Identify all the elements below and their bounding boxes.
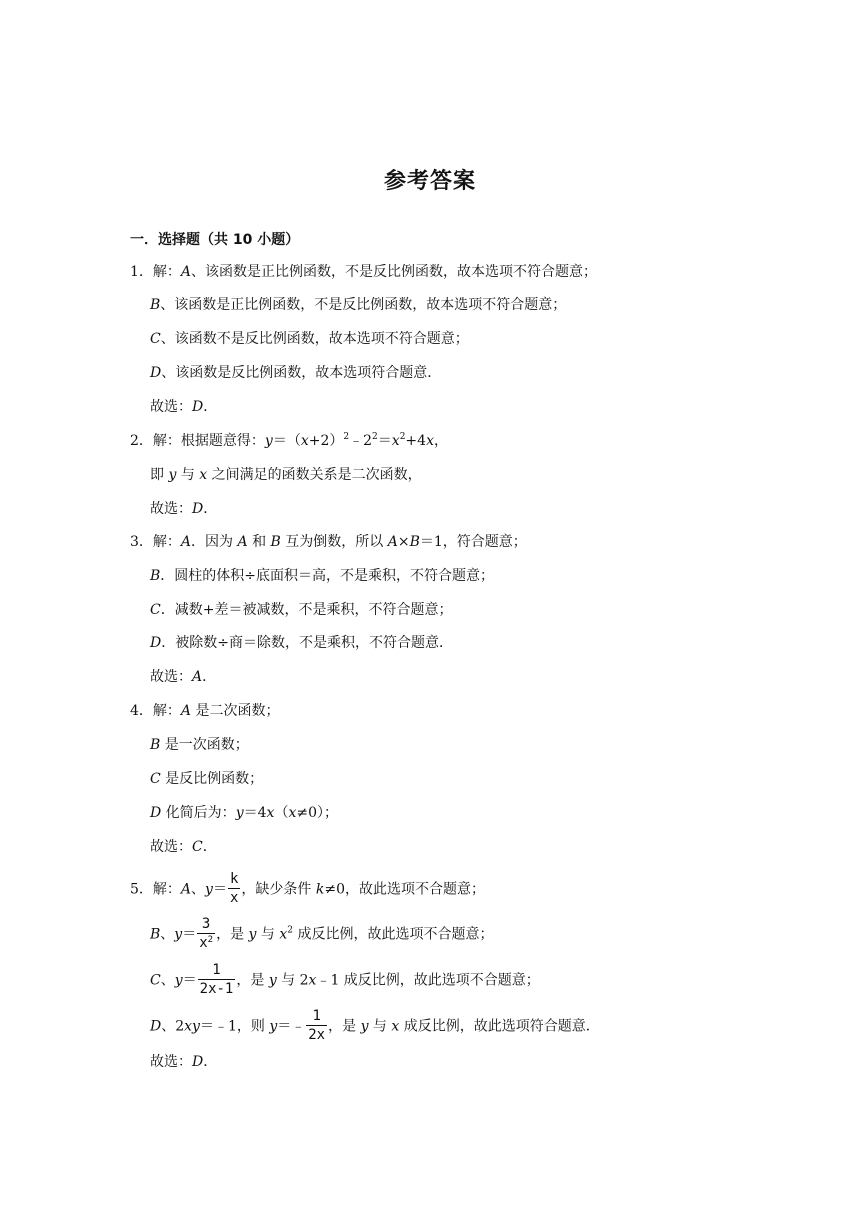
fraction — [306, 1008, 327, 1043]
fraction-denominator: 2x-1 — [199, 981, 234, 997]
answer-end: ． — [203, 399, 218, 415]
text: 互为倒数，所以 — [280, 534, 388, 550]
text: 之间满足的函数关系是二次函数， — [207, 467, 422, 483]
eq-part: ＝ — [377, 433, 392, 449]
text: ，缺少条件 — [241, 881, 316, 898]
answer-end: ． — [202, 839, 217, 855]
option-letter: C — [150, 972, 161, 989]
var: x — [426, 433, 434, 449]
eq-part: +2） — [308, 433, 344, 449]
option-letter: A — [180, 703, 192, 719]
q2-line-2 — [150, 465, 422, 485]
fraction — [228, 871, 240, 906]
option-text: 是一次函数； — [160, 737, 249, 753]
q5-line-c — [150, 963, 540, 998]
option-text: 、该函数是正比例函数，不是反比例函数，故本选项不符合题意； — [160, 297, 567, 313]
fraction-denominator — [197, 933, 215, 951]
q3-line-d — [150, 633, 453, 653]
q2-line-1 — [130, 431, 448, 451]
answer-letter: A — [192, 669, 203, 685]
fraction-denominator: 2x — [308, 1027, 326, 1043]
var: y — [205, 881, 213, 898]
option-text: ．减数+差＝被减数，不是乘积，不符合题意； — [160, 602, 453, 618]
eq-part: +4 — [405, 433, 427, 449]
fraction-denominator: x — [229, 890, 239, 906]
q1-line-d — [150, 363, 441, 383]
q1-lead: 1．解： — [130, 264, 181, 280]
option-letter: C — [150, 602, 161, 618]
text: ＝ — [182, 926, 197, 943]
exponent: 2 — [343, 432, 350, 442]
var: y — [269, 1018, 278, 1035]
var: x — [308, 972, 317, 989]
answer-end: ． — [202, 669, 217, 685]
text: 和 — [247, 534, 271, 550]
var: x — [391, 433, 400, 449]
var: y — [174, 926, 183, 943]
text: ＝﹣ — [277, 1018, 306, 1035]
answer-letter: D — [192, 399, 204, 415]
fraction-numerator: 1 — [212, 962, 221, 978]
text: （ — [274, 805, 289, 821]
answer-end: ． — [203, 1054, 218, 1070]
q4-line-c — [150, 769, 263, 789]
var: y — [360, 1018, 369, 1035]
var: y — [174, 972, 183, 989]
answer-label: 故选： — [150, 669, 192, 685]
q4-line-b — [150, 735, 249, 755]
q4-line-a — [130, 701, 280, 721]
exponent: 2 — [399, 432, 406, 442]
text: 、 — [160, 972, 175, 989]
q2-answer — [150, 499, 217, 519]
text: ＝1，符合题意； — [419, 534, 527, 550]
option-text: ．被除数÷商＝除数，不是乘积，不符合题意． — [161, 635, 453, 651]
option-letter: A — [180, 881, 192, 898]
text: ＝ — [212, 881, 227, 898]
q2-lead: 2．解：根据题意得： — [130, 433, 265, 449]
option-text: 、该函数不是反比例函数，故本选项不符合题意； — [160, 331, 469, 347]
option-letter: B — [150, 297, 161, 313]
var: x — [391, 1018, 400, 1035]
var: x — [288, 805, 297, 821]
q5-line-d — [150, 1009, 600, 1044]
option-letter: D — [150, 635, 162, 651]
q3-line-c — [150, 600, 452, 620]
fraction-numerator: 1 — [312, 1008, 321, 1024]
answer-end: ． — [203, 501, 218, 517]
text: ，是 — [236, 972, 269, 989]
exponent: 2 — [207, 935, 214, 945]
text: ，是 — [328, 1018, 361, 1035]
text: 、 — [160, 926, 175, 943]
answer-label: 故选： — [150, 839, 192, 855]
text: 、 — [191, 881, 206, 898]
var: y — [268, 972, 277, 989]
eq-part: ， — [433, 433, 448, 449]
q4-line-d — [150, 803, 338, 823]
text: 与 — [176, 467, 200, 483]
q5-answer — [150, 1052, 217, 1072]
exponent: 2 — [287, 925, 293, 936]
option-text: 、该函数是正比例函数，不是反比例函数，故本选项不符合题意； — [191, 264, 598, 280]
option-letter: D — [150, 1018, 162, 1035]
answer-letter: C — [192, 839, 203, 855]
option-letter: A — [180, 264, 192, 280]
text: 与 — [256, 926, 280, 943]
text: ≠0）； — [296, 805, 338, 821]
q4-lead: 4．解： — [130, 703, 181, 719]
option-letter: C — [150, 331, 161, 347]
q1-line-b — [150, 295, 566, 315]
answer-label: 故选： — [150, 399, 192, 415]
answer-letter: D — [192, 501, 204, 517]
text: ．因为 — [191, 534, 238, 550]
q3-answer — [150, 667, 216, 687]
eq-part: ﹣2 — [349, 433, 373, 449]
q1-line-c — [150, 329, 469, 349]
option-letter: C — [150, 771, 161, 787]
var: y — [248, 926, 257, 943]
answer-letter: D — [192, 1054, 204, 1070]
option-letter: A — [180, 534, 192, 550]
var: k — [315, 881, 325, 898]
q3-line-b — [150, 566, 494, 586]
var: xy — [184, 1018, 200, 1035]
section-heading: 一．选择题（共 10 小题） — [130, 232, 300, 248]
option-text: 是二次函数； — [191, 703, 280, 719]
text: ＝﹣1，则 — [199, 1018, 270, 1035]
fraction — [197, 916, 215, 951]
answer-label: 故选： — [150, 501, 192, 517]
option-letter: B — [150, 737, 161, 753]
var: B — [409, 534, 420, 550]
var: y — [168, 467, 177, 483]
var: y — [264, 433, 273, 449]
text: 与 2 — [276, 972, 309, 989]
var: x — [199, 467, 208, 483]
text: ﹣1 成反比例，故此选项不合题意； — [316, 972, 540, 989]
text: 即 — [150, 467, 169, 483]
var: x — [300, 433, 309, 449]
q5-line-a — [130, 872, 485, 907]
exponent: 2 — [372, 432, 378, 442]
text: ＝4 — [243, 805, 267, 821]
q5-lead: 5．解： — [130, 881, 181, 898]
text: 成反比例，故此选项符合题意． — [399, 1018, 600, 1035]
q5-line-b — [150, 917, 493, 952]
text: 、2 — [161, 1018, 185, 1035]
fraction-numerator: k — [229, 871, 239, 887]
text: × — [397, 534, 410, 550]
eq-part: ＝（ — [272, 433, 301, 449]
denominator-base: x — [199, 935, 208, 951]
q4-answer — [150, 837, 217, 857]
var: x — [279, 926, 288, 943]
option-text: ．圆柱的体积÷底面积＝高，不是乘积，不符合题意； — [160, 568, 495, 584]
fraction-numerator: 3 — [201, 916, 211, 932]
var: x — [266, 805, 275, 821]
text: ＝ — [182, 972, 197, 989]
q3-line-a — [130, 532, 527, 552]
option-text: 、该函数是反比例函数，故本选项符合题意． — [161, 365, 442, 381]
q1-answer — [150, 397, 217, 417]
option-letter: D — [150, 365, 162, 381]
page-title: 参考答案 — [383, 169, 476, 194]
option-letter: B — [150, 568, 161, 584]
text: 化简后为： — [161, 805, 236, 821]
var: y — [235, 805, 244, 821]
option-text: 是反比例函数； — [160, 771, 264, 787]
var: A — [387, 534, 398, 550]
text: ，是 — [216, 926, 249, 943]
text: ≠0，故此选项不合题意； — [324, 881, 485, 898]
option-letter: D — [150, 805, 162, 821]
q3-lead: 3．解： — [130, 534, 181, 550]
text: 成反比例，故此选项不合题意； — [293, 926, 494, 943]
fraction — [198, 962, 236, 997]
text: 与 — [368, 1018, 392, 1035]
option-letter: B — [150, 926, 161, 943]
var: A — [237, 534, 248, 550]
answer-label: 故选： — [150, 1054, 192, 1070]
var: B — [270, 534, 281, 550]
q1-line-a — [130, 262, 597, 282]
